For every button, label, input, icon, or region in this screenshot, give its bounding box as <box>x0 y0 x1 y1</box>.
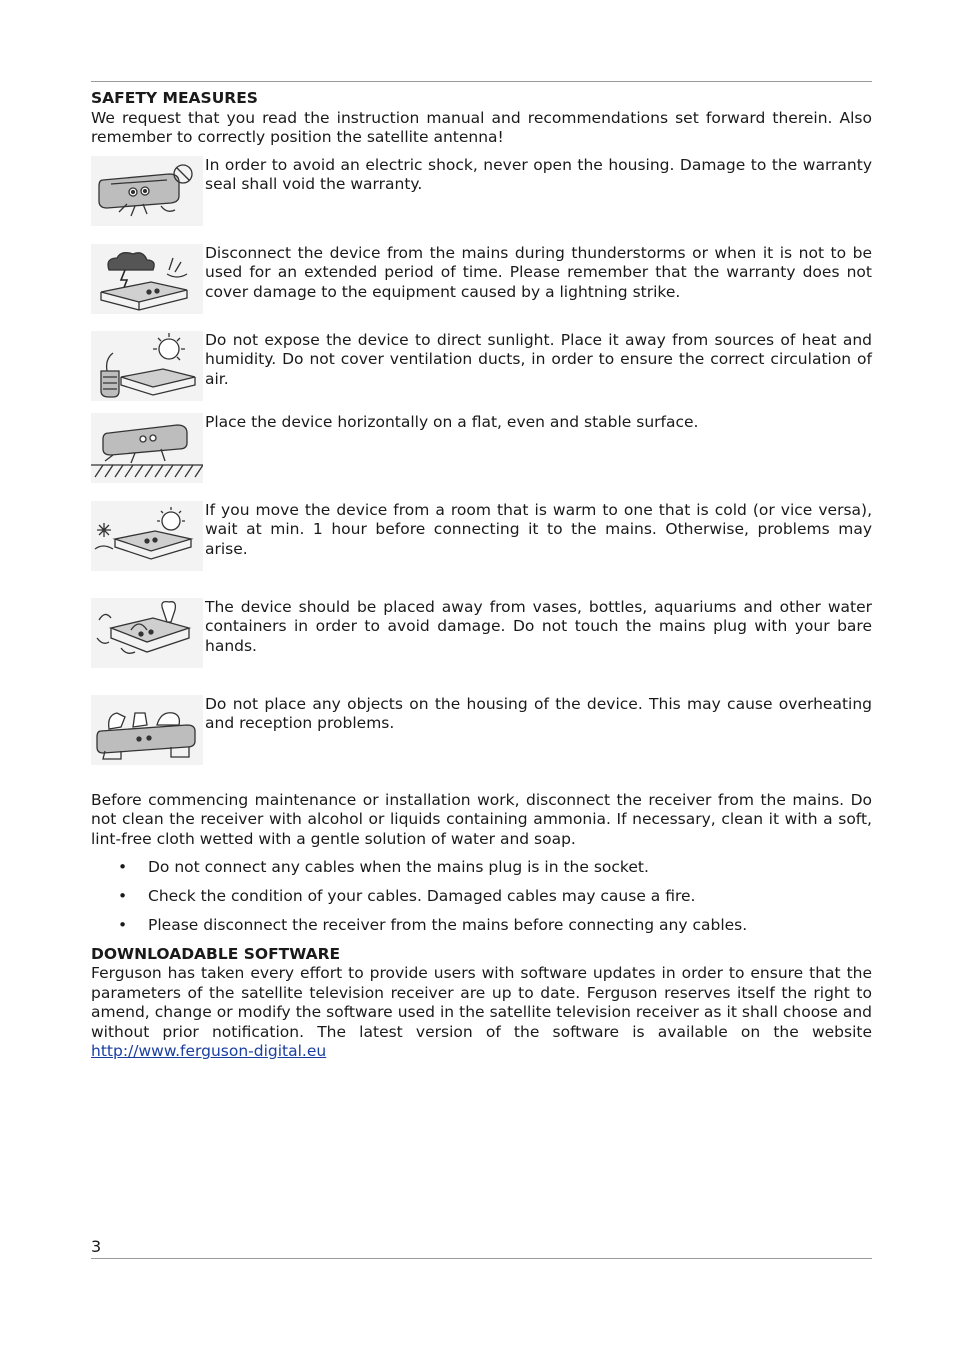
sunlight-heat-icon <box>91 331 203 401</box>
bullet-icon: • <box>118 916 128 934</box>
safety-item-text: Do not expose the device to direct sunlight. Place it away from sources of heat and humidity. Do not cover ventilation ducts, in order to ensure the correct circulation of air. <box>205 330 872 388</box>
list-item-text: Please disconnect the receiver from the mains before connecting any cables. <box>148 916 748 934</box>
water-containers-icon <box>91 598 203 668</box>
safety-item-text: If you move the device from a room that is warm to one that is cold (or vice versa), wait at min. 1 hour before connecting it to the mains. Otherwise, problems may arise. <box>205 500 872 558</box>
software-heading: DOWNLOADABLE SOFTWARE <box>91 944 341 963</box>
safety-item <box>91 501 872 598</box>
ferguson-website-link[interactable]: http://www.ferguson-digital.eu <box>91 1042 327 1060</box>
page-number: 3 <box>91 1237 102 1256</box>
safety-item <box>91 695 872 783</box>
software-text: Ferguson has taken every effort to provide users with software updates in order to ensure that the parameters of the satellite television receiver are up to date. Ferguson reserves itself the right to amend, change or modify the software used in the satellite television receiver as it shall choose and without prior notification. The latest version of the software is available on the website <box>91 964 872 1041</box>
safety-item <box>91 413 872 501</box>
list-item-text: Do not connect any cables when the mains plug is in the socket. <box>148 858 649 876</box>
safety-item <box>91 156 872 244</box>
safety-item-text: The device should be placed away from vases, bottles, aquariums and other water containers in order to avoid damage. Do not touch the mains plug with your bare hands. <box>205 597 872 655</box>
safety-item <box>91 244 872 331</box>
list-item <box>91 916 872 936</box>
flat-surface-icon <box>91 413 203 483</box>
top-rule <box>91 81 872 82</box>
bottom-rule <box>91 1258 872 1259</box>
list-item <box>91 858 872 878</box>
thunderstorm-icon <box>91 244 203 314</box>
safety-item-text: Disconnect the device from the mains during thunderstorms or when it is not to be used for an extended period of time. Please remember that the warranty does not cover damage to the equipment caused by a lightning strike. <box>205 243 872 301</box>
no-open-housing-icon <box>91 156 203 226</box>
safety-heading: SAFETY MEASURES <box>91 89 258 107</box>
page-content <box>91 89 872 1062</box>
safety-item-text: Do not place any objects on the housing of the device. This may cause overheating and reception problems. <box>205 694 872 732</box>
safety-item <box>91 331 872 413</box>
safety-item-text: Place the device horizontally on a flat, even and stable surface. <box>205 412 699 431</box>
bullet-list <box>91 858 872 936</box>
safety-item-text: In order to avoid an electric shock, never open the housing. Damage to the warranty seal shall void the warranty. <box>205 155 872 193</box>
temperature-change-icon <box>91 501 203 571</box>
bullet-icon: • <box>118 858 128 876</box>
safety-item <box>91 598 872 695</box>
software-paragraph <box>91 964 872 1062</box>
maintenance-paragraph: Before commencing maintenance or installation work, disconnect the receiver from the mains. Do not clean the receiver with alcohol or liquids containing ammonia. If necessary, clean it with a soft, lint-free cloth wetted with a gentle solution of water and soap. <box>91 790 872 848</box>
list-item-text: Check the condition of your cables. Damaged cables may cause a fire. <box>148 887 696 905</box>
list-item <box>91 887 872 907</box>
safety-intro: We request that you read the instruction manual and recommendations set forward therein. Also remember to correctly position the satellite antenna! <box>91 108 872 146</box>
bullet-icon: • <box>118 887 128 905</box>
no-objects-on-housing-icon <box>91 695 203 765</box>
